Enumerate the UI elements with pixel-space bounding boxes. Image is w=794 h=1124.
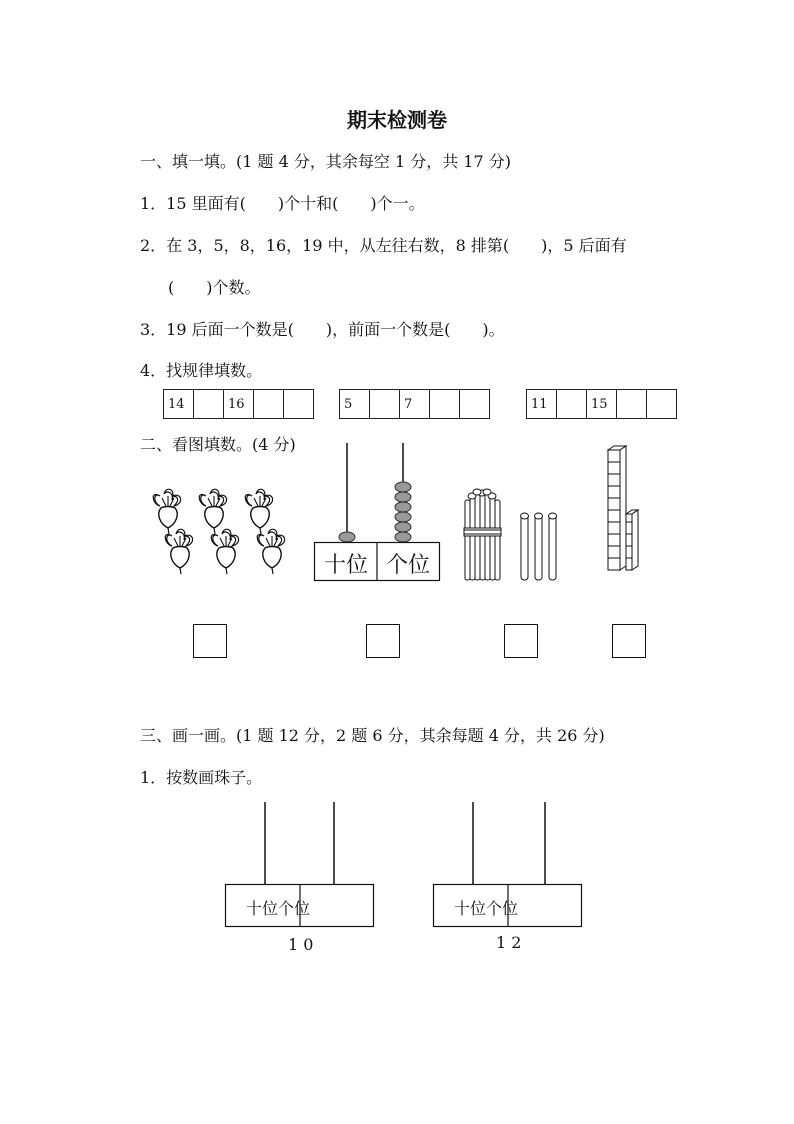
cube-blocks-picture xyxy=(602,446,642,578)
answer-box-sticks[interactable] xyxy=(504,624,538,658)
sequence-table-3 xyxy=(526,389,677,419)
place-value-label: 十位个位 xyxy=(246,899,311,918)
question-1-2-cont: ( )个数。 xyxy=(168,278,261,297)
sequence-table-2 xyxy=(339,389,490,419)
sequence-blank[interactable] xyxy=(557,390,587,419)
sequence-blank[interactable] xyxy=(460,390,490,419)
sequence-blank[interactable] xyxy=(647,390,677,419)
sequence-cell: 15 xyxy=(587,390,617,419)
answer-box-radish[interactable] xyxy=(193,624,227,658)
question-1-2: 2．在 3，5，8，16，19 中，从左往右数，8 排第( )，5 后面有 xyxy=(140,236,627,255)
sequence-blank[interactable] xyxy=(617,390,647,419)
abacus-number: 1 2 xyxy=(496,933,522,952)
place-value-label: 十位个位 xyxy=(454,899,519,918)
sequence-blank[interactable] xyxy=(430,390,460,419)
abacus-number: 1 0 xyxy=(288,935,314,954)
sequence-cell: 14 xyxy=(164,390,194,419)
page-title: 期末检测卷 xyxy=(347,108,447,132)
abacus-ones-label: 个位 xyxy=(385,553,430,578)
sequence-blank[interactable] xyxy=(254,390,284,419)
sequence-cell: 7 xyxy=(400,390,430,419)
section3-heading: 三、画一画。(1 题 12 分，2 题 6 分，其余每题 4 分，共 26 分) xyxy=(140,726,605,745)
answer-box-cubes[interactable] xyxy=(612,624,646,658)
abacus-tens-label: 十位 xyxy=(323,553,368,578)
section2-heading: 二、看图填数。(4 分) xyxy=(140,435,296,454)
question-1-3: 3．19 后面一个数是( )，前面一个数是( )。 xyxy=(140,320,505,339)
sequence-blank[interactable] xyxy=(370,390,400,419)
sequence-blank[interactable] xyxy=(284,390,314,419)
sequence-cell: 11 xyxy=(527,390,557,419)
question-1-4: 4．找规律填数。 xyxy=(140,361,263,380)
sequence-cell: 16 xyxy=(224,390,254,419)
section1-heading: 一、填一填。(1 题 4 分，其余每空 1 分，共 17 分) xyxy=(140,152,511,171)
sequence-table-1 xyxy=(163,389,314,419)
sequence-cell: 5 xyxy=(340,390,370,419)
sequence-blank[interactable] xyxy=(194,390,224,419)
sticks-picture xyxy=(462,488,562,584)
answer-box-abacus[interactable] xyxy=(366,624,400,658)
question-3-1: 1．按数画珠子。 xyxy=(140,768,263,787)
question-1-1: 1．15 里面有( )个十和( )个一。 xyxy=(140,194,425,213)
radish-picture xyxy=(150,490,300,585)
